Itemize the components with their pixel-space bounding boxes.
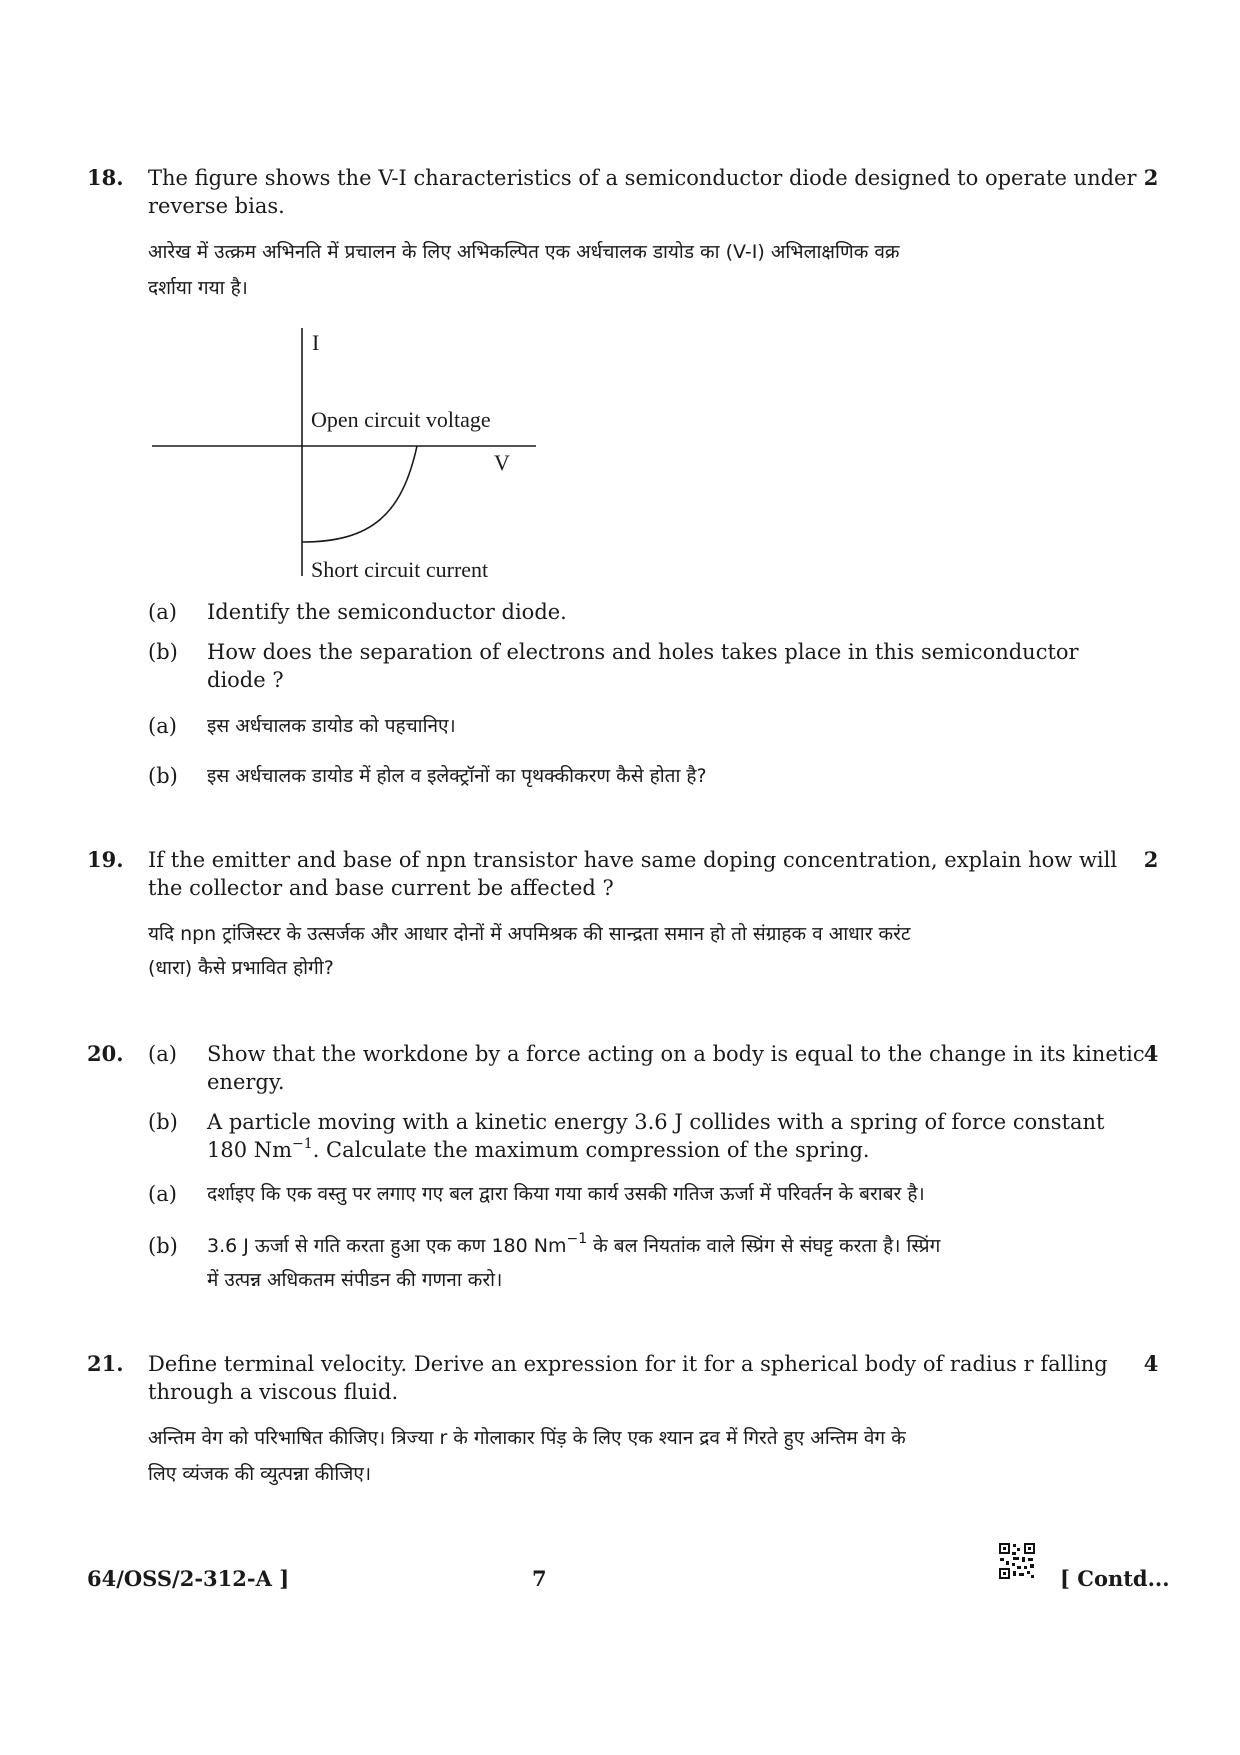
q20-b-hi-line1-post: के बल नियतांक वाले स्प्रिंग से संघट्ट करता है। स्प्रिंग bbox=[587, 1235, 941, 1257]
q21-en-line1: Define terminal velocity. Derive an expression for it for a spherical body of radius r falling bbox=[148, 1352, 1108, 1376]
q20-b-hi-label: (b) bbox=[148, 1234, 178, 1258]
q20-b-en-line2-post: . Calculate the maximum compression of the spring. bbox=[312, 1138, 870, 1162]
q20-b-label: (b) bbox=[148, 1110, 178, 1134]
q20-b-hi-line1 bbox=[207, 1232, 940, 1260]
q18-b-hi: इस अर्धचालक डायोड में होल व इलेक्ट्रॉनों का पृथक्कीकरण कैसे होता है? bbox=[207, 765, 707, 787]
q21-hi-line2: लिए व्यंजक की व्युत्पन्ना कीजिए। bbox=[148, 1463, 372, 1485]
q20-a-en-line1: Show that the workdone by a force acting on a body is equal to the change in its kinetic bbox=[207, 1042, 1145, 1066]
paper-code: 64/OSS/2-312-A ] bbox=[87, 1566, 290, 1591]
q18-hi-line1: आरेख में उत्क्रम अभिनति में प्रचालन के लिए अभिकल्पित एक अर्धचालक डायोड का (V-I) अभिलाक्षणिक वक्र bbox=[148, 241, 900, 263]
q20-a-en-line2: energy. bbox=[207, 1070, 285, 1094]
q18-a-hi-label: (a) bbox=[148, 714, 177, 738]
q18-b-en-line1: How does the separation of electrons and holes takes place in this semiconductor bbox=[207, 640, 1079, 664]
q20-b-hi-line1-sup: −1 bbox=[566, 1231, 588, 1247]
q19-hi-line1: यदि npn ट्रांजिस्टर के उत्सर्जक और आधार दोनों में अपमिश्रक की सान्द्रता समान हो तो संग्राहक व आधार करंट bbox=[148, 923, 911, 945]
q19-marks: 2 bbox=[1143, 847, 1159, 872]
qr-code-icon bbox=[998, 1542, 1036, 1580]
q18-a-label: (a) bbox=[148, 600, 177, 624]
q21-hi-line1: अन्तिम वेग को परिभाषित कीजिए। त्रिज्या r के गोलाकार पिंड़ के लिए एक श्यान द्रव में गिरते हुए अन्तिम वेग के bbox=[148, 1427, 906, 1449]
q18-marks: 2 bbox=[1143, 165, 1159, 190]
q20-b-en-line2 bbox=[207, 1136, 870, 1164]
q18-en-line1: The figure shows the V-I characteristics of a semiconductor diode designed to operate under bbox=[148, 166, 1137, 190]
q21-en-line2: through a viscous fluid. bbox=[148, 1380, 399, 1404]
q20-b-en-line2-pre: 180 Nm bbox=[207, 1138, 293, 1162]
q18-b-label: (b) bbox=[148, 640, 178, 664]
q18-en-line2: reverse bias. bbox=[148, 194, 285, 218]
q18-a-en: Identify the semiconductor diode. bbox=[207, 600, 567, 624]
q21-marks: 4 bbox=[1143, 1351, 1159, 1376]
q20-number: 20. bbox=[87, 1041, 124, 1066]
q20-b-en-line1: A particle moving with a kinetic energy 3.6 J collides with a spring of force constant bbox=[207, 1110, 1105, 1134]
short-circuit-current-label: Short circuit current bbox=[311, 557, 489, 582]
q19-en-line1: If the emitter and base of npn transistor have same doping concentration, explain how will bbox=[148, 848, 1118, 872]
q19-en-line2: the collector and base current be affected ? bbox=[148, 876, 614, 900]
q20-marks: 4 bbox=[1143, 1041, 1159, 1066]
q19-number: 19. bbox=[87, 847, 124, 872]
q20-a-hi-label: (a) bbox=[148, 1182, 177, 1206]
q18-b-en-line2: diode ? bbox=[207, 668, 284, 692]
open-circuit-voltage-label: Open circuit voltage bbox=[311, 407, 491, 432]
vi-curve bbox=[302, 446, 417, 542]
q18-a-hi: इस अर्धचालक डायोड को पहचानिए। bbox=[207, 715, 456, 737]
q18-hi-line2: दर्शाया गया है। bbox=[148, 277, 248, 299]
y-axis-label: I bbox=[312, 330, 320, 355]
q18-b-hi-label: (b) bbox=[148, 764, 178, 788]
q20-b-hi-line2: में उत्पन्न अधिकतम संपीडन की गणना करो। bbox=[207, 1269, 503, 1291]
continued-label: [ Contd... bbox=[1060, 1566, 1170, 1591]
q20-a-label: (a) bbox=[148, 1042, 177, 1066]
q18-number: 18. bbox=[87, 165, 124, 190]
q19-hi-line2: (धारा) कैसे प्रभावित होगी? bbox=[148, 957, 334, 979]
q20-a-hi: दर्शाइए कि एक वस्तु पर लगाए गए बल द्वारा किया गया कार्य उसकी गतिज ऊर्जा में परिवर्तन के बराबर है। bbox=[207, 1183, 925, 1205]
q20-b-hi-line1-pre: 3.6 J ऊर्जा से गति करता हुआ एक कण 180 Nm bbox=[207, 1235, 567, 1257]
q21-number: 21. bbox=[87, 1351, 124, 1376]
x-axis-label: V bbox=[494, 450, 510, 475]
page-number: 7 bbox=[532, 1566, 547, 1591]
q20-b-en-line2-sup: −1 bbox=[292, 1136, 313, 1152]
